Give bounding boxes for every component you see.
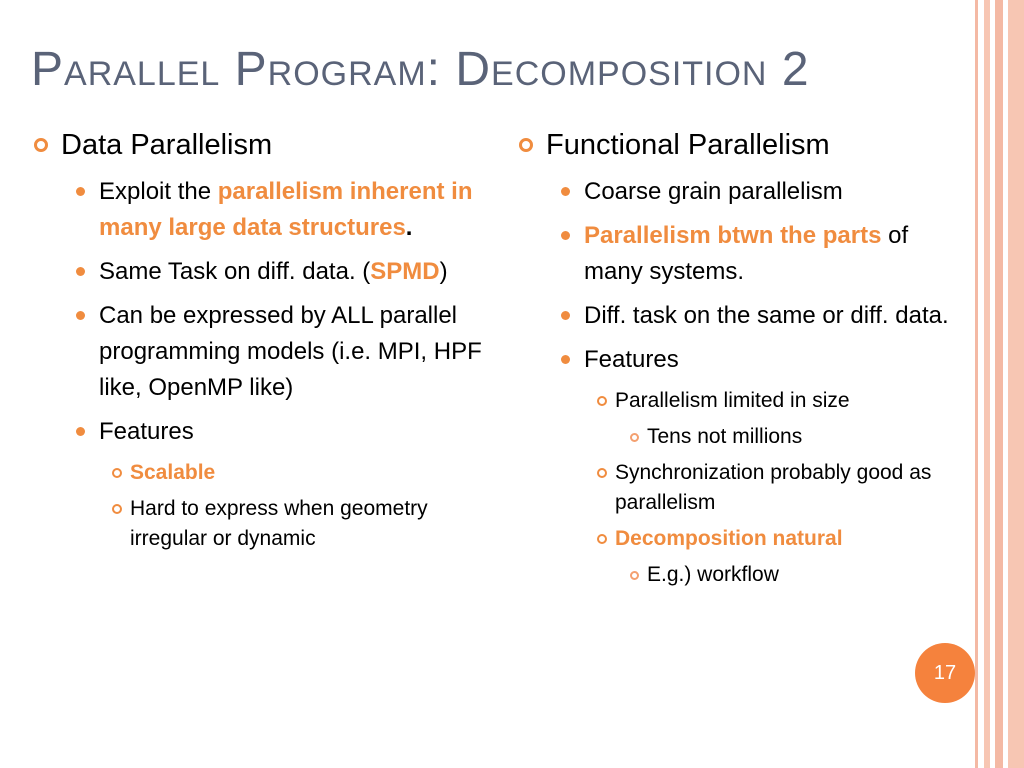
level3-item [515,458,970,518]
ring-bullet-icon [112,468,122,478]
ring-bullet-icon [630,433,639,442]
ring-bullet-icon [630,571,639,580]
left-column [30,126,485,560]
level4-item [515,422,970,452]
item-text: Parallelism limited in size [615,389,850,412]
right-column [515,126,970,596]
highlight-text: parallelism inherent in many large data structures [99,178,473,241]
decor-stripe [1008,0,1024,768]
ring-bullet-icon [597,468,607,478]
level2-item [515,342,970,378]
item-text: Features [99,418,194,445]
highlight-text: SPMD [370,258,440,285]
level4-item [515,560,970,590]
item-text: Same Task on diff. data. ( [99,258,371,285]
dot-bullet-icon [76,427,85,436]
decor-stripe [975,0,978,768]
level3-item [30,458,485,488]
level3-item [515,386,970,416]
highlight-text: Parallelism btwn the parts [584,222,882,249]
page-number-badge: 17 [915,643,975,703]
level1-item [515,126,970,164]
dot-bullet-icon [561,187,570,196]
item-text: Diff. task on the same or diff. data. [584,302,949,329]
dot-bullet-icon [76,187,85,196]
item-text: Synchronization probably good as parallelism [615,461,932,514]
item-text: Coarse grain parallelism [584,178,843,205]
dot-bullet-icon [561,311,570,320]
level2-item [30,254,485,290]
level2-item [30,414,485,450]
level2-item [515,218,970,290]
item-text: E.g.) workflow [647,563,779,586]
decor-stripe [984,0,990,768]
decor-stripe [995,0,1003,768]
highlight-text: Scalable [130,461,216,484]
item-text: Hard to express when geometry irregular or dynamic [130,497,428,550]
level2-item [30,174,485,246]
ring-bullet-icon [34,138,48,152]
highlight-text: Decomposition natural [615,527,843,550]
item-text: Features [584,346,679,373]
item-text: . [405,214,413,241]
item-text: Tens not millions [647,425,803,448]
ring-bullet-icon [519,138,533,152]
level3-item [30,494,485,554]
dot-bullet-icon [76,267,85,276]
ring-bullet-icon [112,504,122,514]
level2-item [30,298,485,406]
dot-bullet-icon [561,355,570,364]
item-text: of many systems. [584,222,909,285]
heading-functional-parallelism: Functional Parallelism [546,129,830,161]
slide-title: Parallel Program: Decomposition 2 [31,43,810,96]
dot-bullet-icon [561,231,570,240]
level1-item [30,126,485,164]
level3-item [515,524,970,554]
level2-item [515,298,970,334]
level2-item [515,174,970,210]
item-text: Exploit the [99,178,218,205]
item-text: ) [439,258,448,285]
heading-data-parallelism: Data Parallelism [61,129,273,161]
ring-bullet-icon [597,396,607,406]
ring-bullet-icon [597,534,607,544]
dot-bullet-icon [76,311,85,320]
item-text: Can be expressed by ALL parallel programming models (i.e. MPI, HPF like, OpenMP like) [99,302,482,401]
